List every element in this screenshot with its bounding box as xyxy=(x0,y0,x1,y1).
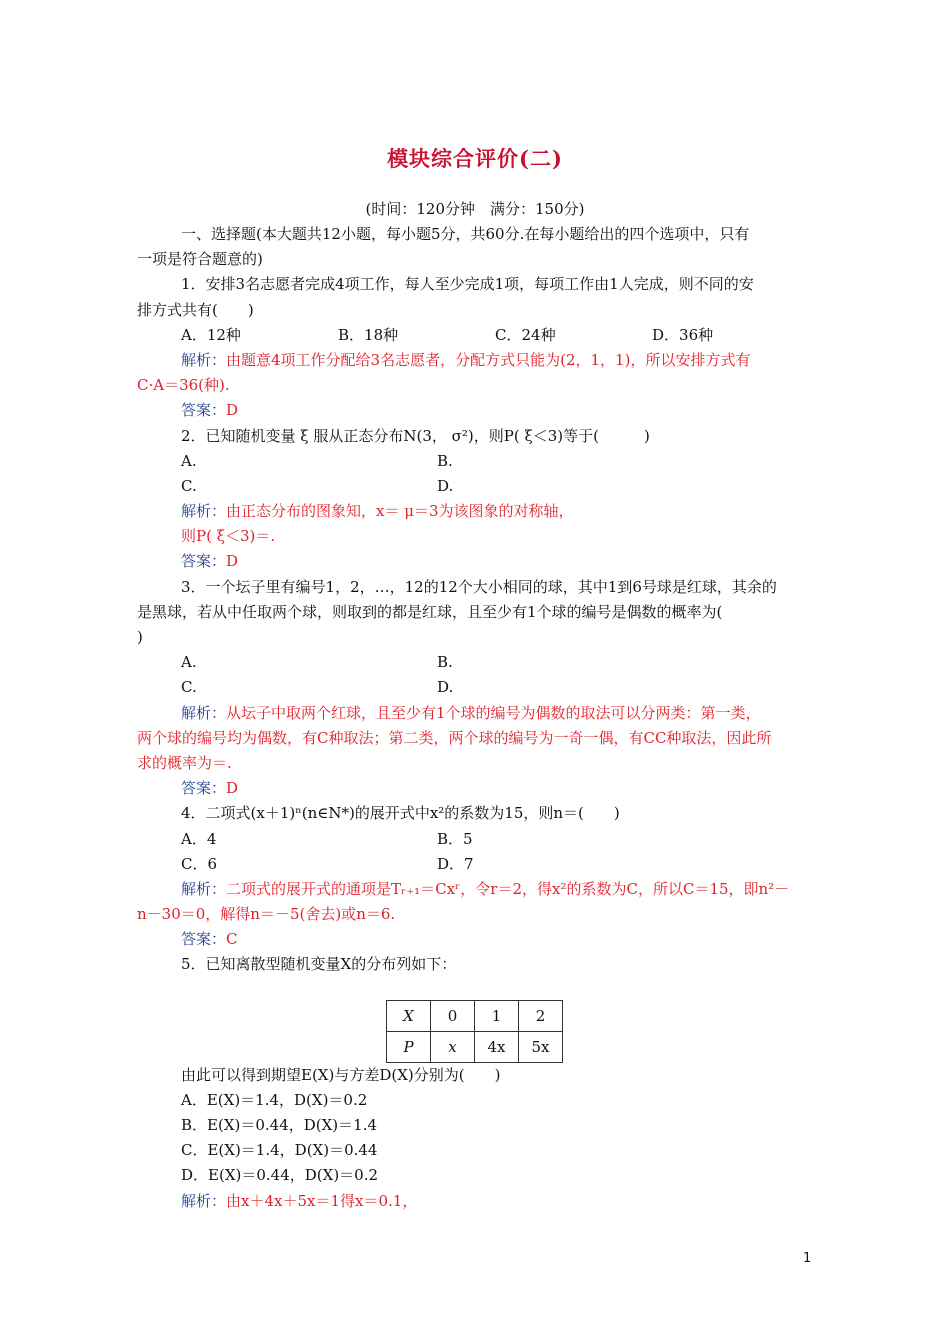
answer-value: D xyxy=(226,779,239,798)
option-b: B. xyxy=(437,653,453,672)
table-cell: 2 xyxy=(519,1000,563,1031)
question-3-analysis-cont: 两个球的编号均为偶数，有C种取法；第二类，两个球的编号为一奇一偶，有CC种取法，因此所 xyxy=(137,728,772,747)
table-cell: P xyxy=(387,1031,431,1062)
table-cell: x xyxy=(431,1031,475,1062)
option-d: D．7 xyxy=(437,854,474,873)
question-2-analysis xyxy=(137,499,817,524)
section-heading: 一、选择题(本大题共12小题，每小题5分，共60分.在每小题给出的四个选项中，只有 xyxy=(181,225,750,243)
analysis-text: 由正态分布的图象知，x＝ μ＝3为该图象的对称轴， xyxy=(226,502,574,521)
document-body xyxy=(137,222,817,1214)
option-d: D．36种 xyxy=(652,325,714,344)
option-b: B．18种 xyxy=(338,325,399,344)
option-a: A．4 xyxy=(181,829,217,848)
analysis-text: 二项式的展开式的通项是Tᵣ₊₁＝Cxʳ，令r＝2，得x²的系数为C，所以C＝15，即n²－ xyxy=(226,879,790,898)
question-3-options-row1 xyxy=(137,650,817,675)
option-a: A. xyxy=(181,653,197,672)
answer-label: 答案： xyxy=(181,401,227,420)
option-c: C. xyxy=(181,678,197,697)
option-a: A．12种 xyxy=(181,325,241,344)
question-5-stem: 5．已知离散型随机变量X的分布列如下： xyxy=(181,955,457,974)
analysis-label: 解析： xyxy=(181,350,227,369)
option-d: D．E(X)＝0.44，D(X)＝0.2 xyxy=(181,1166,379,1185)
table-cell: 5x xyxy=(519,1031,563,1062)
answer-value: D xyxy=(226,401,239,420)
option-d: D. xyxy=(437,476,454,495)
question-3-stem-end: ) xyxy=(137,628,143,646)
option-c: C. xyxy=(181,476,197,495)
question-1-analysis xyxy=(137,348,817,373)
question-4-analysis xyxy=(137,877,817,902)
table-cell: 4x xyxy=(475,1031,519,1062)
analysis-label: 解析： xyxy=(181,1191,227,1210)
table-cell: 0 xyxy=(431,1000,475,1031)
question-1-stem-cont: 排方式共有( ) xyxy=(137,300,254,319)
analysis-label: 解析： xyxy=(181,502,227,521)
page-title: 模块综合评价(二) xyxy=(387,146,563,171)
question-3-analysis xyxy=(137,701,817,726)
question-5-analysis xyxy=(137,1189,817,1214)
option-a: A. xyxy=(181,451,197,470)
question-2-stem: 2．已知随机变量 ξ 服从正态分布N(3， σ²)，则P( ξ＜3)等于( ) xyxy=(181,426,650,445)
question-1-stem: 1．安排3名志愿者完成4项工作，每人至少完成1项，每项工作由1人完成，则不同的安 xyxy=(181,275,754,294)
question-2-answer xyxy=(137,549,817,574)
option-c: C．E(X)＝1.4，D(X)＝0.44 xyxy=(181,1141,378,1160)
option-b: B. xyxy=(437,451,453,470)
question-3-stem: 3．一个坛子里有编号1，2，…，12的12个大小相同的球，其中1到6号球是红球，其余的 xyxy=(181,577,777,596)
answer-value: C xyxy=(226,930,238,949)
option-b: B．5 xyxy=(437,829,473,848)
question-4-analysis-cont: n－30＝0，解得n＝－5(舍去)或n＝6. xyxy=(137,905,396,924)
answer-label: 答案： xyxy=(181,552,227,571)
analysis-text: 由x＋4x＋5x＝1得x＝0.1， xyxy=(226,1191,418,1210)
option-c: C．6 xyxy=(181,854,218,873)
question-4-options-row1 xyxy=(137,827,817,852)
answer-label: 答案： xyxy=(181,930,227,949)
question-3-options-row2 xyxy=(137,675,817,700)
table-row xyxy=(387,1000,563,1031)
exam-info: (时间：120分钟 满分：150分) xyxy=(365,200,585,218)
answer-label: 答案： xyxy=(181,779,227,798)
question-5-stem-cont: 由此可以得到期望E(X)与方差D(X)分别为( ) xyxy=(181,1065,501,1084)
option-b: B．E(X)＝0.44，D(X)＝1.4 xyxy=(181,1116,378,1134)
question-3-answer xyxy=(137,776,817,801)
question-2-options-row1 xyxy=(137,449,817,474)
analysis-text: 从坛子中取两个红球，且至少有1个球的编号为偶数的取法可以分两类：第一类， xyxy=(226,703,761,722)
option-a: A．E(X)＝1.4，D(X)＝0.2 xyxy=(181,1090,368,1109)
analysis-label: 解析： xyxy=(181,703,227,722)
option-c: C．24种 xyxy=(495,325,556,344)
analysis-text: 由题意4项工作分配给3名志愿者，分配方式只能为(2，1，1)，所以安排方式有 xyxy=(226,350,751,369)
analysis-label: 解析： xyxy=(181,879,227,898)
table-row xyxy=(387,1031,563,1062)
table-cell: X xyxy=(387,1000,431,1031)
question-1-options xyxy=(137,323,817,348)
question-4-answer xyxy=(137,927,817,952)
table-cell: 1 xyxy=(475,1000,519,1031)
answer-value: D xyxy=(226,552,239,571)
question-4-stem: 4．二项式(x＋1)ⁿ(n∈N*)的展开式中x²的系数为15，则n＝( ) xyxy=(181,804,620,823)
question-2-options-row2 xyxy=(137,474,817,499)
distribution-table xyxy=(386,1000,563,1063)
section-heading-cont: 一项是符合题意的) xyxy=(137,250,263,269)
question-1-answer xyxy=(137,398,817,423)
question-3-stem-cont: 是黑球，若从中任取两个球，则取到的都是红球，且至少有1个球的编号是偶数的概率为( xyxy=(137,602,723,621)
option-d: D. xyxy=(437,678,454,697)
question-3-analysis-end: 求的概率为＝. xyxy=(137,753,232,772)
question-2-analysis-cont: 则P( ξ＜3)＝. xyxy=(181,527,276,546)
question-4-options-row2 xyxy=(137,852,817,877)
page-number: 1 xyxy=(803,1251,812,1266)
question-1-analysis-cont: C·A＝36(种). xyxy=(137,376,230,395)
